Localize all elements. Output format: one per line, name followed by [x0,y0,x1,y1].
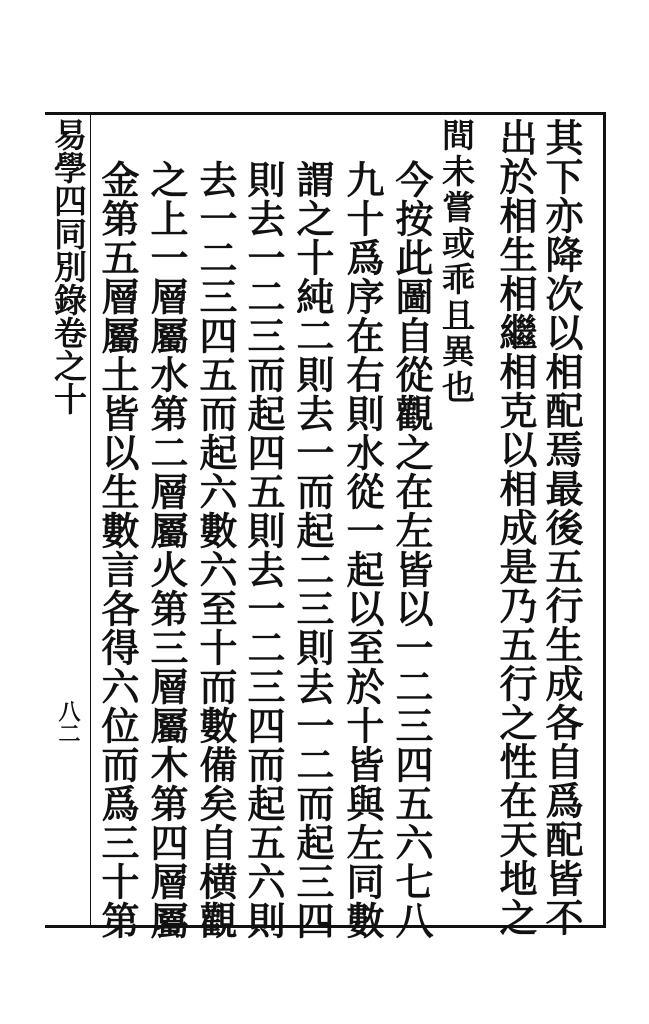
text-column-5: 九十爲序在右則水從一起以至於十皆與左同數 [340,160,385,940]
text-column-8: 去一二三四五而起六數六至十而數備矣自横觀 [193,160,238,940]
text-column-3: 間未嘗或乖且異也 [437,118,476,406]
text-column-2: 出於相生相繼相克以相成是乃五行之性在天地之 [493,118,538,937]
frame-top-rule [45,112,605,115]
text-column-4: 今按此圖自從觀之在左皆以一二三四五六七八 [389,160,434,940]
frame-right-rule [603,112,606,928]
text-column-7: 則去一二三而起四五則去一二三四而起五六則 [241,160,286,940]
leaf-number: 八二 [55,700,81,744]
text-column-10: 金第五層屬土皆以生數言各得六位而爲三十第 [95,160,140,940]
text-column-6: 謂之十純二則去一而起二三則去一二而起三四 [290,160,335,940]
text-column-9: 之上一層屬水第二層屬火第三層屬木第四層屬 [144,160,189,940]
margin-divider-rule [90,112,91,928]
text-column-1: 其下亦降次以相配焉最後五行生成各自爲配皆不 [539,118,584,937]
margin-book-title: 易學四同別錄卷之十 [49,118,88,415]
